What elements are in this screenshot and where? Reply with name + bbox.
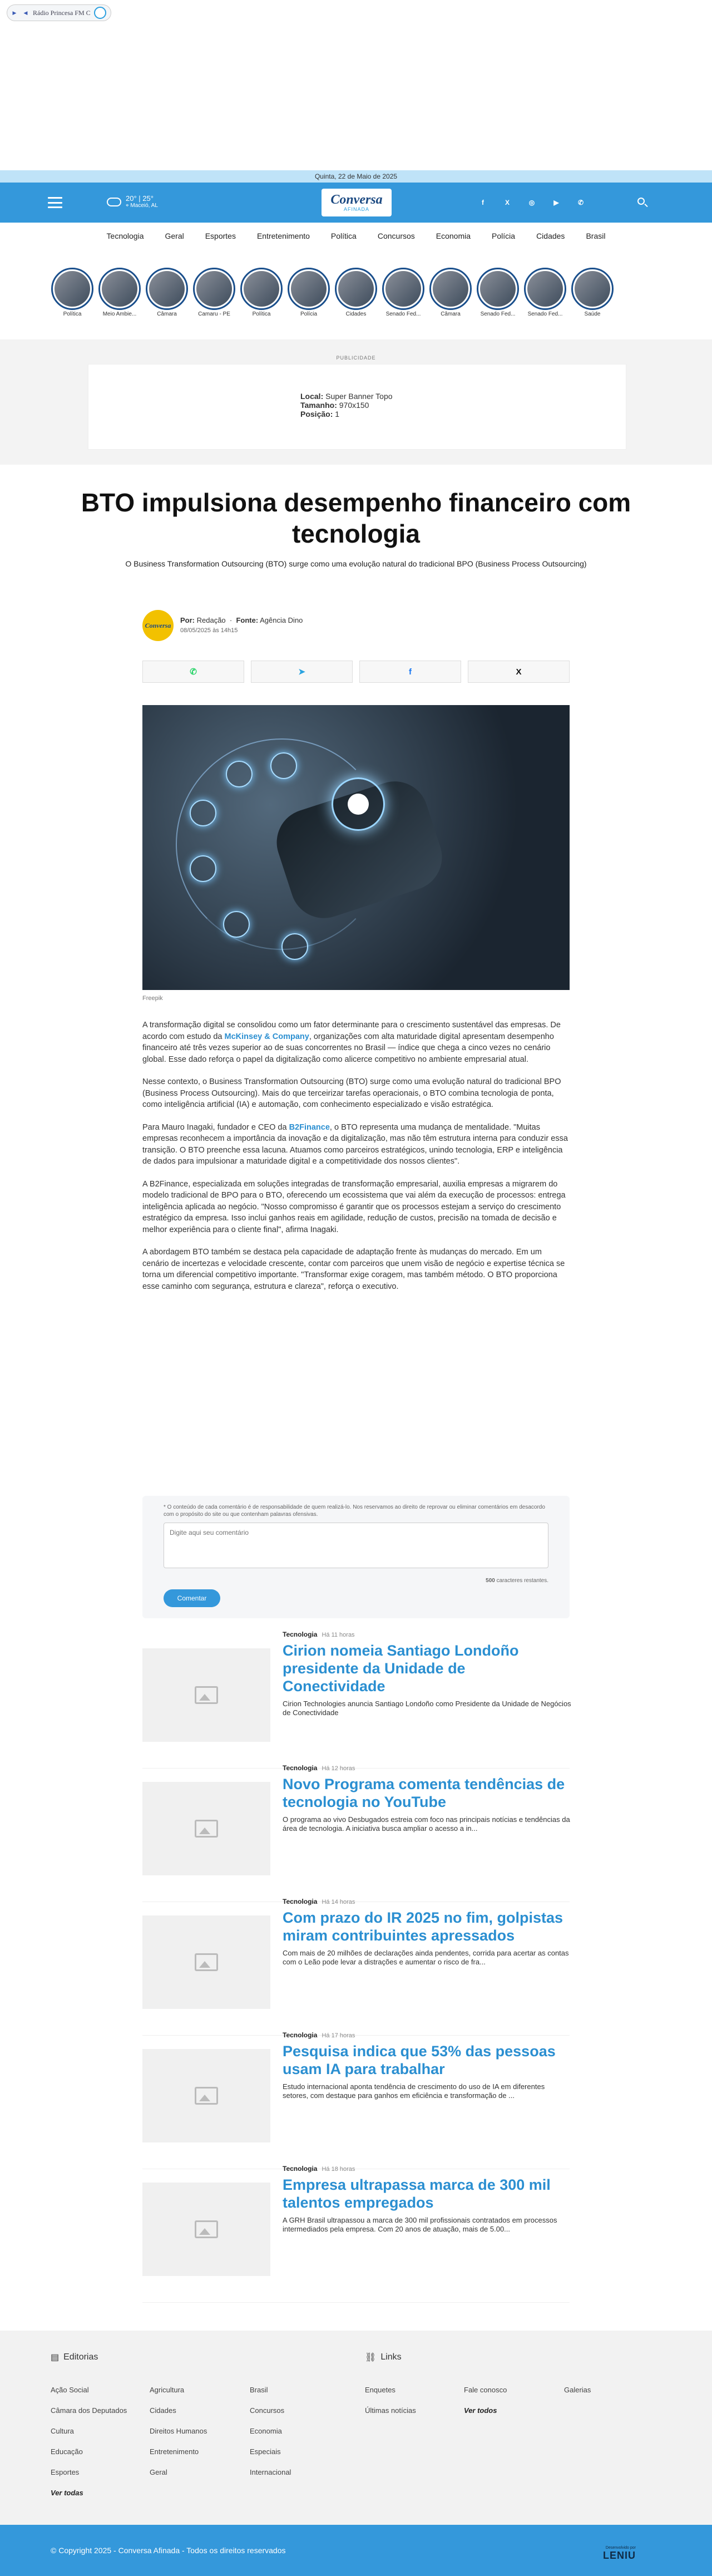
related-category bbox=[283, 2165, 572, 2173]
editoria-link[interactable]: Agricultura bbox=[150, 2386, 185, 2394]
story-label: Senado Fed... bbox=[527, 311, 563, 317]
editorias-heading: ▤ Editorias bbox=[51, 2352, 98, 2362]
story-label: Camaru - PE bbox=[198, 311, 230, 317]
story-item[interactable] bbox=[429, 268, 472, 318]
search-icon[interactable] bbox=[636, 196, 649, 209]
story-item[interactable] bbox=[146, 268, 188, 318]
story-item[interactable] bbox=[51, 268, 93, 318]
related-item[interactable] bbox=[142, 1764, 570, 1902]
story-thumbnail bbox=[102, 271, 137, 307]
story-item[interactable] bbox=[240, 268, 283, 318]
editoria-link[interactable]: Economia bbox=[250, 2427, 282, 2435]
nav-item-geral[interactable]: Geral bbox=[165, 232, 184, 240]
story-label: Meio Ambie... bbox=[102, 311, 137, 317]
editoria-link[interactable]: Esportes bbox=[51, 2468, 80, 2476]
story-thumbnail bbox=[55, 271, 90, 307]
image-placeholder-icon[interactable] bbox=[142, 2049, 270, 2142]
nav-item-política[interactable]: Política bbox=[330, 232, 357, 240]
nav-item-cidades[interactable]: Cidades bbox=[536, 232, 565, 240]
related-title[interactable]: Com prazo do IR 2025 no fim, golpistas miram contribuintes apressados bbox=[283, 1909, 563, 1944]
story-label: Saúde bbox=[584, 311, 601, 317]
related-item[interactable] bbox=[142, 1631, 571, 1769]
instagram-icon[interactable]: ◎ bbox=[528, 199, 535, 206]
comment-input[interactable] bbox=[164, 1523, 548, 1568]
editoria-link[interactable]: Educação bbox=[51, 2447, 83, 2456]
editoria-link[interactable]: Entretenimento bbox=[150, 2447, 199, 2456]
story-item[interactable] bbox=[382, 268, 424, 318]
related-summary: Com mais de 20 milhões de declarações ainda pendentes, corrida para acertar as contas com o Leão pode levar a distrações e aumentar o risco de fra... bbox=[283, 1949, 569, 1966]
story-item[interactable] bbox=[193, 268, 235, 318]
radio-logo bbox=[94, 7, 106, 19]
story-label: Câmara bbox=[441, 311, 461, 317]
related-title[interactable]: Novo Programa comenta tendências de tecnologia no YouTube bbox=[283, 1776, 565, 1810]
footer-link[interactable]: Galerias bbox=[564, 2386, 591, 2394]
story-item[interactable] bbox=[571, 268, 614, 318]
image-placeholder-icon[interactable] bbox=[142, 1782, 270, 1875]
editoria-link[interactable]: Cultura bbox=[51, 2427, 74, 2435]
footer-link[interactable]: Fale conosco bbox=[464, 2386, 507, 2394]
cloud-icon bbox=[107, 198, 121, 206]
story-thumbnail bbox=[244, 271, 279, 307]
weather-widget: 20° | 25° ⌖ Maceió, AL bbox=[107, 195, 158, 209]
story-label: Cidades bbox=[345, 311, 367, 317]
story-label: Política bbox=[252, 311, 271, 317]
category-label: Tecnologia bbox=[283, 1631, 318, 1638]
byline: Conversa Por: Redação · Fonte: Agência Dino 08/05/2025 às 14h15 bbox=[142, 610, 303, 641]
related-item[interactable] bbox=[142, 2031, 570, 2169]
radio-name: Rádio Princesa FM C bbox=[33, 8, 91, 17]
nav-item-economia[interactable]: Economia bbox=[436, 232, 471, 240]
related-time: Há 11 horas bbox=[322, 1632, 355, 1638]
comment-disclaimer: * O conteúdo de cada comentário é de responsabilidade de quem realizá-lo. Nos reservamos ao direito de reprovar ou eliminar comentários em desacordo com o propósito do site ou que contenham palavras ofensivas. bbox=[164, 1504, 545, 1518]
site-header bbox=[0, 183, 712, 223]
newspaper-icon: ▤ bbox=[51, 2353, 60, 2362]
ad-tag: PUBLICIDADE bbox=[336, 355, 376, 361]
related-item[interactable] bbox=[142, 2165, 570, 2303]
story-label: Política bbox=[63, 311, 82, 317]
related-time: Há 14 horas bbox=[322, 1899, 355, 1905]
editoria-link[interactable]: Brasil bbox=[250, 2386, 268, 2394]
nav-item-polícia[interactable]: Polícia bbox=[492, 232, 516, 240]
nav-item-entretenimento[interactable]: Entretenimento bbox=[256, 232, 310, 240]
ver-todas-link[interactable]: Ver todas bbox=[51, 2489, 83, 2497]
site-logo[interactable]: Conversa AFINADA bbox=[322, 189, 392, 216]
gear-icon bbox=[332, 777, 385, 831]
story-thumbnail bbox=[527, 271, 563, 307]
facebook-share-button[interactable]: f bbox=[359, 661, 461, 683]
paragraph: Para Mauro Inagaki, fundador e CEO da B2Finance, o BTO representa uma mudança de mentalidade. "Muitas empresas reconhecem a importância da inovação e da digitalização, mas não têm estrutura interna para conduzir essa transição. O BTO preenche essa lacuna. Atuamos como parceiros estratégicos, unindo tecnologia, ERP e inteligência de dados para impulsionar a maturidade digital e a competitividade dos nossos clientes". bbox=[142, 1122, 568, 1166]
related-title[interactable]: Empresa ultrapassa marca de 300 mil talentos empregados bbox=[283, 2176, 551, 2211]
related-category bbox=[283, 1631, 572, 1638]
story-item[interactable] bbox=[288, 268, 330, 318]
related-category bbox=[283, 1898, 572, 1905]
copyright-text: © Copyright 2025 - Conversa Afinada - Todos os direitos reservados bbox=[51, 2546, 286, 2555]
category-label: Tecnologia bbox=[283, 1898, 318, 1905]
paragraph: Nesse contexto, o Business Transformation Outsourcing (BTO) surge como uma evolução natural do tradicional BPO (Business Process Outsourcing). Mais do que terceirizar tarefas operacionais, o BTO combina tecnologia de ponta, como inteligência artificial (IA) e automação, com conhecimento especializado e visão estratégica. bbox=[142, 1077, 561, 1109]
b2finance-link[interactable]: B2Finance bbox=[289, 1122, 330, 1132]
story-thumbnail bbox=[575, 271, 610, 307]
article-subtitle: O Business Transformation Outsourcing (BTO) surge como uma evolução natural do tradicional BPO (Business Process Outsourcing) bbox=[125, 559, 587, 568]
story-thumbnail bbox=[291, 271, 327, 307]
footer-link[interactable]: Últimas notícias bbox=[365, 2406, 416, 2415]
editoria-link[interactable]: Direitos Humanos bbox=[150, 2427, 207, 2435]
youtube-icon[interactable]: ▶ bbox=[553, 199, 559, 206]
story-thumbnail bbox=[149, 271, 185, 307]
related-time: Há 18 horas bbox=[322, 2166, 355, 2173]
story-thumbnail bbox=[433, 271, 468, 307]
share-bar bbox=[142, 661, 570, 683]
related-summary: A GRH Brasil ultrapassou a marca de 300 mil profissionais contratados em processos intermediados pela empresa. Com 20 anos de atuação, mais de 5.00... bbox=[283, 2216, 557, 2233]
category-label: Tecnologia bbox=[283, 1764, 318, 1772]
web-stories bbox=[51, 268, 661, 318]
editoria-link[interactable]: Internacional bbox=[250, 2468, 291, 2476]
nav-item-concursos[interactable]: Concursos bbox=[377, 232, 415, 240]
related-item[interactable] bbox=[142, 1898, 570, 2036]
related-time: Há 12 horas bbox=[322, 1765, 355, 1772]
whatsapp-icon[interactable]: ✆ bbox=[577, 199, 584, 206]
publish-date: 08/05/2025 às 14h15 bbox=[180, 627, 238, 634]
source-name: Agência Dino bbox=[260, 616, 303, 624]
nav-item-tecnologia[interactable]: Tecnologia bbox=[106, 232, 144, 240]
story-label: Senado Fed... bbox=[480, 311, 516, 317]
related-category bbox=[283, 2031, 572, 2039]
image-placeholder-icon[interactable] bbox=[142, 1648, 270, 1742]
nav-item-brasil[interactable]: Brasil bbox=[586, 232, 606, 240]
footer-link[interactable]: Enquetes bbox=[365, 2386, 395, 2394]
menu-icon[interactable] bbox=[48, 197, 62, 208]
category-label: Tecnologia bbox=[283, 2165, 318, 2173]
story-label: Senado Fed... bbox=[385, 311, 421, 317]
editoria-link[interactable]: Cidades bbox=[150, 2406, 176, 2415]
char-counter: 500 caracteres restantes. bbox=[486, 1578, 548, 1584]
radio-player[interactable] bbox=[7, 4, 111, 21]
date-bar: Quinta, 22 de Maio de 2025 bbox=[0, 170, 712, 183]
comment-button[interactable]: Comentar bbox=[164, 1589, 220, 1607]
x-icon[interactable]: X bbox=[505, 199, 510, 206]
nav-item-esportes[interactable]: Esportes bbox=[205, 232, 236, 240]
temp-min: 20° bbox=[126, 194, 137, 203]
ad-info: Local: Super Banner Topo Tamanho: 970x150 Posição: 1 bbox=[300, 392, 393, 418]
facebook-icon[interactable]: f bbox=[482, 199, 484, 206]
story-thumbnail bbox=[480, 271, 516, 307]
story-item[interactable] bbox=[477, 268, 519, 318]
article-title: BTO impulsiona desempenho financeiro com tecnologia bbox=[81, 488, 631, 548]
related-category bbox=[283, 1764, 572, 1772]
ad-section bbox=[0, 339, 712, 465]
paragraph: A B2Finance, especializada em soluções integradas de transformação empresarial, auxilia empresas a migrarem do modelo tradicional de BPO para o BTO, oferecendo um ecossistema que vai além da execução de processos: entrega inteligência aplicada ao negócio. "Nosso compromisso é garantir que os processos estejam a serviço do crescimento estratégico da empresa. Isso inclui ganhos reais em agilidade, redução de custos, precisão na tomada de decisão e melhor experiência para o cliente final", afirma Inagaki. bbox=[142, 1179, 566, 1234]
mckinsey-link[interactable]: McKinsey & Company bbox=[224, 1032, 309, 1041]
related-title[interactable]: Pesquisa indica que 53% das pessoas usam IA para trabalhar bbox=[283, 2043, 556, 2077]
related-summary: O programa ao vivo Desbugados estreia com foco nas principais notícias e tendências da área de tecnologia. A iniciativa busca ampliar o acesso a in... bbox=[283, 1815, 570, 1833]
play-icon[interactable]: ▶ bbox=[12, 9, 17, 16]
links-heading: ⛓ Links bbox=[365, 2352, 402, 2362]
image-placeholder-icon[interactable] bbox=[142, 2183, 270, 2276]
image-placeholder-icon[interactable] bbox=[142, 1915, 270, 2009]
developer-credit[interactable]: Desenvolvido por LENIU bbox=[603, 2546, 636, 2561]
editoria-link[interactable]: Concursos bbox=[250, 2406, 285, 2415]
related-time: Há 17 horas bbox=[322, 2032, 355, 2039]
ver-todos-link[interactable]: Ver todos bbox=[464, 2406, 497, 2415]
author-avatar: Conversa bbox=[142, 610, 174, 641]
story-label: Câmara bbox=[157, 311, 177, 317]
editoria-link[interactable]: Câmara dos Deputados bbox=[51, 2406, 127, 2415]
weather-city: ⌖ Maceió, AL bbox=[126, 203, 158, 209]
article-body bbox=[142, 1019, 570, 1303]
related-title[interactable]: Cirion nomeia Santiago Londoño presidente da Unidade de Conectividade bbox=[283, 1642, 519, 1695]
paragraph: A abordagem BTO também se destaca pela capacidade de adaptação frente às mudanças do mercado. Em um cenário de incertezas e velocidade crescente, contar com parceiros que unem visão de negócio e expertise técnica se torna um diferencial competitivo importante. "Transformar exige coragem, mas também método. O BTO proporciona esse caminho com segurança, estrutura e clareza", reforça o executivo. bbox=[142, 1248, 565, 1291]
paragraph: A transformação digital se consolidou como um fator determinante para o crescimento sustentável das empresas. De acordo com estudo da McKinsey & Company, organizações com alta maturidade digital apresentam desempenho financeiro até três vezes superior ao de suas concorrentes no Brasil — índice que chega a cinco vezes no cenário global. Esse dado reforça o papel da digitalização como alicerce competitivo no ambiente empresarial atual. bbox=[142, 1021, 561, 1064]
whatsapp-share-button[interactable]: ✆ bbox=[142, 661, 244, 683]
telegram-share-button[interactable]: ➤ bbox=[251, 661, 353, 683]
story-label: Polícia bbox=[300, 311, 317, 317]
volume-icon[interactable]: ◀ bbox=[23, 9, 28, 16]
x-share-button[interactable]: X bbox=[468, 661, 570, 683]
editoria-link[interactable]: Especiais bbox=[250, 2447, 281, 2456]
author-name: Redação bbox=[196, 616, 226, 624]
category-label: Tecnologia bbox=[283, 2031, 318, 2039]
hero-image bbox=[142, 705, 570, 990]
story-item[interactable] bbox=[98, 268, 141, 318]
link-icon: ⛓ bbox=[365, 2353, 377, 2362]
category-nav bbox=[0, 232, 712, 240]
social-links bbox=[476, 196, 587, 209]
story-thumbnail bbox=[338, 271, 374, 307]
story-item[interactable] bbox=[524, 268, 566, 318]
editoria-link[interactable]: Geral bbox=[150, 2468, 167, 2476]
related-summary: Estudo internacional aponta tendência de crescimento do uso de IA em diferentes setores, com destaque para ganhos em eficiência e transformação de ... bbox=[283, 2082, 545, 2100]
story-thumbnail bbox=[385, 271, 421, 307]
editoria-link[interactable]: Ação Social bbox=[51, 2386, 89, 2394]
temp-max: 25° bbox=[142, 194, 154, 203]
copyright-bar bbox=[0, 2525, 712, 2576]
site-footer bbox=[0, 2331, 712, 2525]
story-item[interactable] bbox=[335, 268, 377, 318]
related-news bbox=[142, 1631, 571, 2303]
comment-box bbox=[142, 1496, 570, 1618]
related-summary: Cirion Technologies anuncia Santiago Londoño como Presidente da Unidade de Negócios de Conectividade bbox=[283, 1700, 571, 1717]
image-caption: Freepik bbox=[142, 995, 163, 1002]
story-thumbnail bbox=[196, 271, 232, 307]
